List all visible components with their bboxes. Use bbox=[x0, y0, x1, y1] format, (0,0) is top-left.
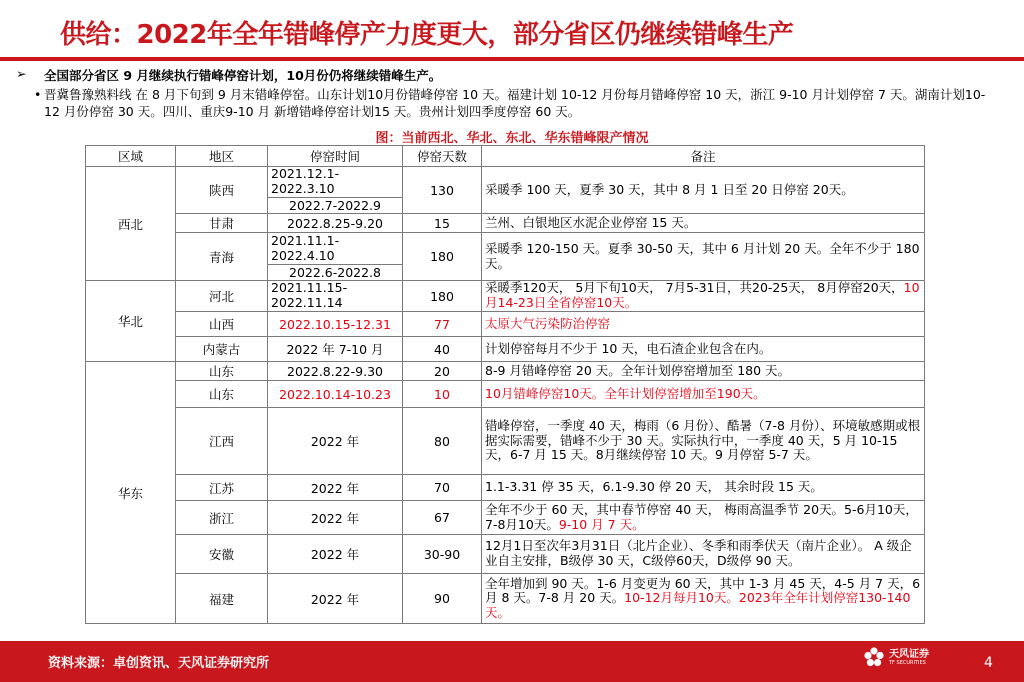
table-row bbox=[86, 501, 925, 535]
note-cell: 采暖季 120-150 天。夏季 30-50 天，其中 6 月计划 20 天。全年不少于 180 天。 bbox=[482, 233, 925, 281]
figure-caption: 图：当前西北、华北、东北、华东错峰限产情况 bbox=[375, 131, 649, 146]
table-row bbox=[86, 362, 925, 381]
note-highlight: 10-12月每月10天。2023年全年计划停窑130-140天。 bbox=[485, 590, 911, 620]
table-row bbox=[86, 233, 925, 265]
time-cell: 2022.10.14-10.23 bbox=[268, 381, 403, 408]
region-cell: 华北 bbox=[86, 281, 176, 362]
note-cell: 计划停窑每月不少于 10 天，电石渣企业包含在内。 bbox=[482, 337, 925, 362]
header-days: 停窑天数 bbox=[403, 146, 482, 167]
note-cell bbox=[482, 281, 925, 312]
area-cell: 内蒙古 bbox=[176, 337, 268, 362]
time-cell: 2022.8.25-9.20 bbox=[268, 214, 403, 233]
days-cell: 30-90 bbox=[403, 535, 482, 574]
note-cell: 采暖季 100 天，夏季 30 天，其中 8 月 1 日至 20 日停窑 20天。 bbox=[482, 167, 925, 214]
table-row bbox=[86, 281, 925, 312]
logo-text: 天风证券 bbox=[889, 648, 929, 660]
note-text: 全年增加到 90 天。1-6 月变更为 60 天，其中 1-3 月 45 天，4-5 月 7 天，6 月 8 天。7-8 月 20 天。 bbox=[485, 575, 921, 606]
header-area: 地区 bbox=[176, 146, 268, 167]
time-cell: 2021.11.1-2022.4.10 bbox=[268, 233, 403, 265]
arrow-bullet-icon: ➢ bbox=[16, 66, 27, 81]
header-note: 备注 bbox=[482, 146, 925, 167]
area-cell: 江苏 bbox=[176, 475, 268, 501]
area-cell: 浙江 bbox=[176, 501, 268, 535]
region-cell: 西北 bbox=[86, 167, 176, 281]
title-divider bbox=[0, 57, 1024, 61]
note-cell: 兰州、白银地区水泥企业停窑 15 天。 bbox=[482, 214, 925, 233]
time-cell: 2022 年 bbox=[268, 535, 403, 574]
note-highlight: 9-10 月 7 天。 bbox=[558, 516, 645, 532]
table-row bbox=[86, 408, 925, 475]
area-cell: 福建 bbox=[176, 574, 268, 624]
dot-bullet-icon: • bbox=[34, 87, 42, 102]
days-cell: 15 bbox=[403, 214, 482, 233]
area-cell: 河北 bbox=[176, 281, 268, 312]
note-text: 全年不少于 60 天，其中春节停窑 40 天， 梅雨高温季节 20天。5-6月10天，7-8月10天。 bbox=[485, 501, 918, 532]
table-row bbox=[86, 381, 925, 408]
logo-subtext: TF SECURITIES bbox=[889, 659, 926, 666]
page-number: 4 bbox=[984, 655, 993, 671]
bullet-summary bbox=[16, 66, 442, 84]
bullet-summary-text: 全国部分省区 9 月继续执行错峰停窑计划，10月份仍将继续错峰生产。 bbox=[44, 68, 442, 83]
time-cell: 2022.6-2022.8 bbox=[268, 265, 403, 281]
days-cell: 77 bbox=[403, 312, 482, 337]
area-cell: 青海 bbox=[176, 233, 268, 281]
days-cell: 20 bbox=[403, 362, 482, 381]
note-cell: 1.1-3.31 停 35 天，6.1-9.30 停 20 天， 其余时段 15 天。 bbox=[482, 475, 925, 501]
table-row bbox=[86, 475, 925, 501]
days-cell: 180 bbox=[403, 281, 482, 312]
source-note: 资料来源：卓创资讯、天风证券研究所 bbox=[48, 656, 270, 671]
time-cell: 2022 年 7-10 月 bbox=[268, 337, 403, 362]
bullet-detail-text: 晋冀鲁豫熟料线 在 8 月下旬到 9 月末错峰停窑。山东计划10月份错峰停窑 10 天。福建计划 10-12 月份每月错峰停窑 10 天，浙江 9-10 月计划停窑 7 天。湖南计划10-12 月份停窑 30 天。四川、重庆9-10 月 新增错峰停窑计划15 天。贵州计划四季度停窑 60 天。 bbox=[44, 87, 986, 119]
time-cell: 2022 年 bbox=[268, 475, 403, 501]
days-cell: 180 bbox=[403, 233, 482, 281]
time-cell: 2022 年 bbox=[268, 574, 403, 624]
days-cell: 67 bbox=[403, 501, 482, 535]
time-cell: 2021.11.15-2022.11.14 bbox=[268, 281, 403, 312]
area-cell: 安徽 bbox=[176, 535, 268, 574]
note-cell: 太原大气污染防治停窑 bbox=[482, 312, 925, 337]
note-highlight: 10月14-23日全省停窑10天。 bbox=[485, 280, 920, 310]
days-cell: 90 bbox=[403, 574, 482, 624]
area-cell: 山西 bbox=[176, 312, 268, 337]
note-cell: 错峰停窑，一季度 40 天，梅雨（6 月份）、酷暑（7-8 月份）、环境敏感期或根据实际需要，错峰不少于 30 天。实际执行中，一季度 40 天，5 月 10-15 天，6-7 月 15 天。8月继续停窑 10 天。9 月停窑 5-7 天。 bbox=[482, 408, 925, 475]
header-time: 停窑时间 bbox=[268, 146, 403, 167]
table-header-row bbox=[86, 146, 925, 167]
table-row bbox=[86, 535, 925, 574]
time-cell: 2022 年 bbox=[268, 501, 403, 535]
note-text: 采暖季120天， 5月下旬10天， 7月5-31日，共20-25天， 8月停窑20天， bbox=[485, 280, 904, 296]
days-cell: 10 bbox=[403, 381, 482, 408]
days-cell: 40 bbox=[403, 337, 482, 362]
header-region: 区域 bbox=[86, 146, 176, 167]
area-cell: 江西 bbox=[176, 408, 268, 475]
time-cell: 2022.8.22-9.30 bbox=[268, 362, 403, 381]
flower-logo-icon bbox=[863, 646, 885, 668]
time-cell: 2022 年 bbox=[268, 408, 403, 475]
page-title: 供给：2022年全年错峰停产力度更大，部分省区仍继续错峰生产 bbox=[60, 20, 794, 50]
time-cell: 2022.10.15-12.31 bbox=[268, 312, 403, 337]
table-row bbox=[86, 167, 925, 198]
note-cell: 10月错峰停窑10天。全年计划停窑增加至190天。 bbox=[482, 381, 925, 408]
region-cell: 华东 bbox=[86, 362, 176, 624]
time-cell: 2022.7-2022.9 bbox=[268, 198, 403, 214]
table-row bbox=[86, 574, 925, 624]
company-logo bbox=[863, 646, 929, 668]
days-cell: 70 bbox=[403, 475, 482, 501]
time-cell: 2021.12.1-2022.3.10 bbox=[268, 167, 403, 198]
table-row bbox=[86, 214, 925, 233]
days-cell: 80 bbox=[403, 408, 482, 475]
note-cell: 12月1日至次年3月31日（北片企业）、冬季和雨季伏天（南片企业）。 A 级企业自主安排，B级停 30 天，C级停60天，D级停 90 天。 bbox=[482, 535, 925, 574]
area-cell: 甘肃 bbox=[176, 214, 268, 233]
days-cell: 130 bbox=[403, 167, 482, 214]
area-cell: 山东 bbox=[176, 381, 268, 408]
area-cell: 山东 bbox=[176, 362, 268, 381]
production-limit-table bbox=[85, 145, 925, 624]
table-row bbox=[86, 337, 925, 362]
bullet-detail bbox=[34, 86, 994, 120]
note-cell bbox=[482, 501, 925, 535]
note-cell bbox=[482, 574, 925, 624]
note-cell: 8-9 月错峰停窑 20 天。全年计划停窑增加至 180 天。 bbox=[482, 362, 925, 381]
table-row bbox=[86, 312, 925, 337]
area-cell: 陕西 bbox=[176, 167, 268, 214]
